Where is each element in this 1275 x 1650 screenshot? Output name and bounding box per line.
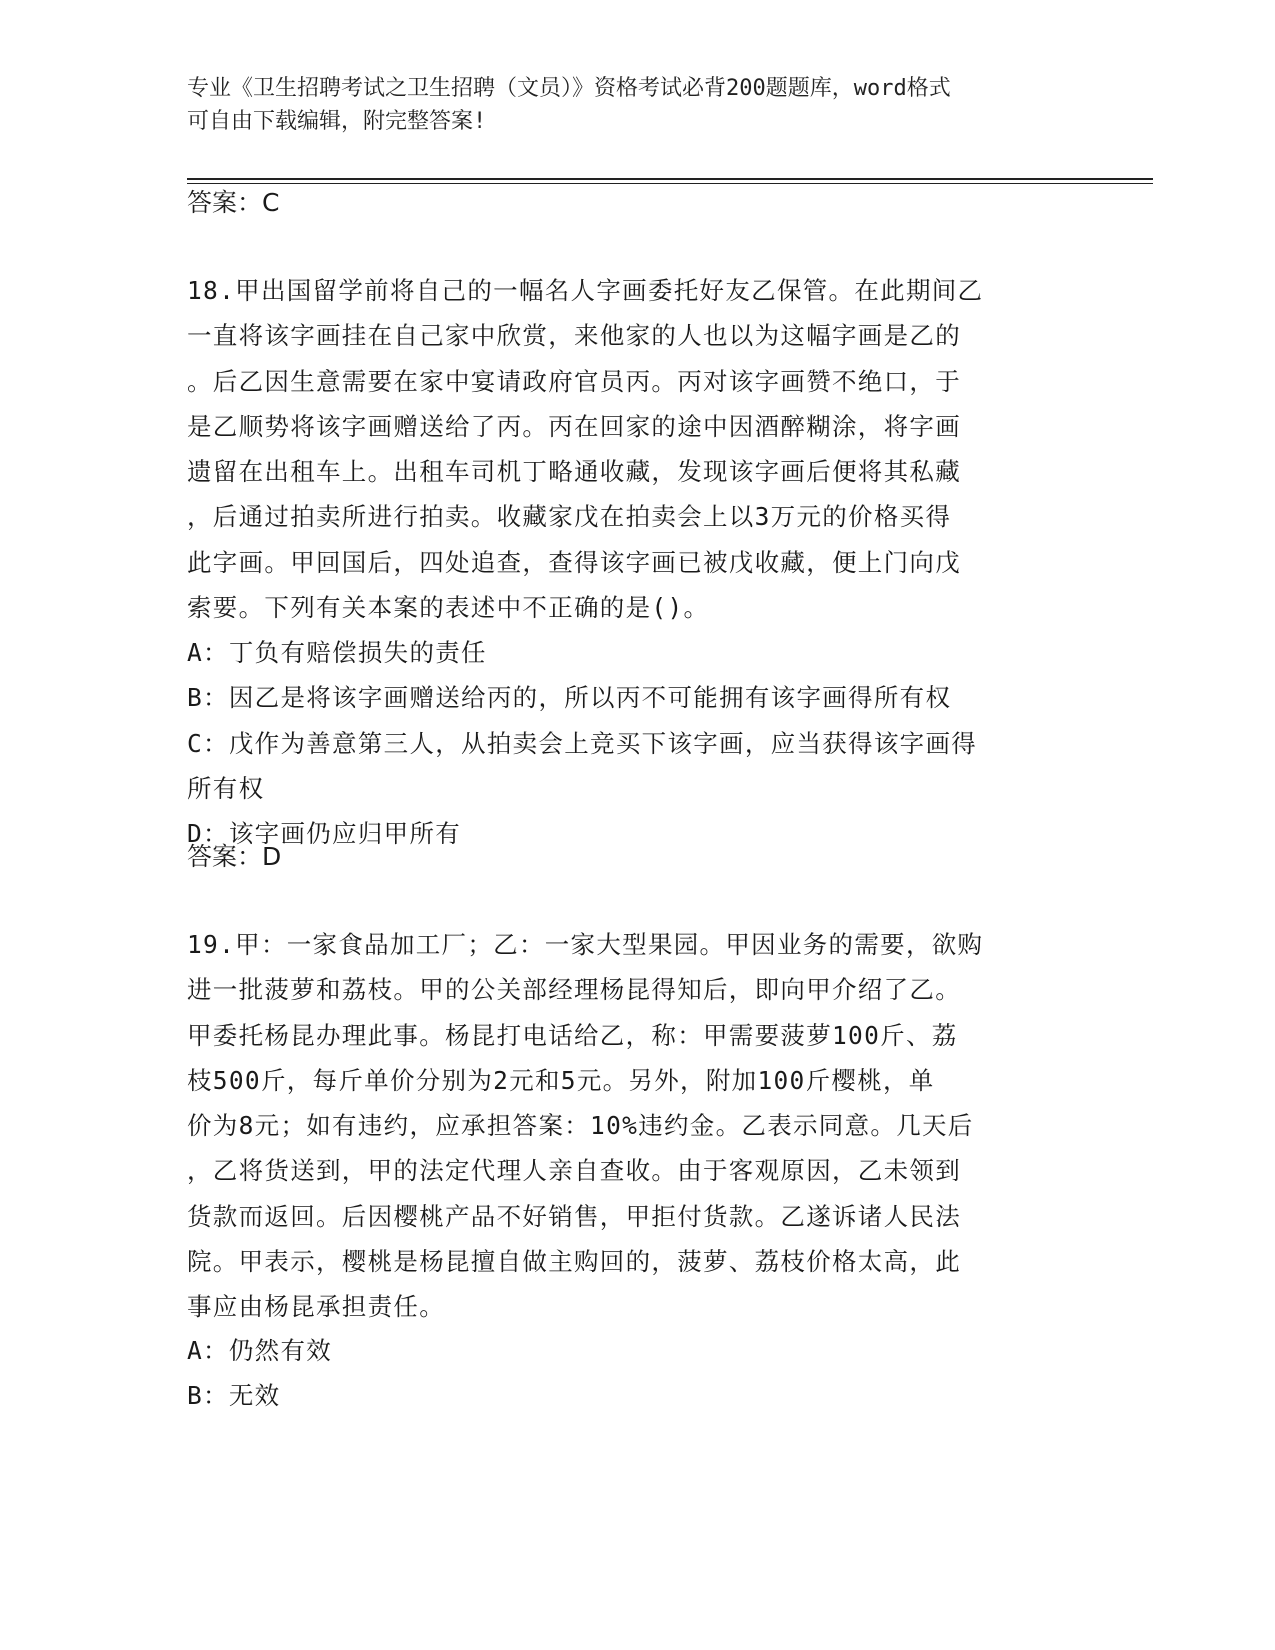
option-d: D：该字画仍应归甲所有 [187,819,462,849]
option-c: C：戊作为善意第三人，从拍卖会上竞买下该字画，应当获得该字画得 [187,728,978,758]
question-19-line: 事应由杨昆承担责任。 [187,1292,445,1322]
question-18-answer: 答案：D [187,842,282,871]
option-c-continued: 所有权 [187,773,265,803]
question-18-line: 遗留在出租车上。出租车司机丁略通收藏，发现该字画后便将其私藏 [187,457,961,487]
question-18-line: 此字画。甲回国后，四处追查，查得该字画已被戊收藏，便上门向戊 [187,547,961,577]
question-18-line: 一直将该字画挂在自己家中欣赏，来他家的人也以为这幅字画是乙的 [187,321,961,351]
question-19-options [187,1328,1067,1419]
question-19-line: ，乙将货送到，甲的法定代理人亲自查收。由于客观原因，乙未领到 [187,1156,961,1186]
question-18-line: ，后通过拍卖所进行拍卖。收藏家戊在拍卖会上以3万元的价格买得 [187,502,952,532]
question-19-line: 货款而返回。后因樱桃产品不好销售，甲拒付货款。乙遂诉诸人民法 [187,1201,961,1231]
option-b: B：因乙是将该字画赠送给丙的，所以丙不可能拥有该字画得所有权 [187,683,952,713]
header-line-1: 专业《卫生招聘考试之卫生招聘（文员）》资格考试必背200题题库，word格式 [187,76,951,101]
question-19-line: 甲委托杨昆办理此事。杨昆打电话给乙，称：甲需要菠萝100斤、荔 [187,1020,958,1050]
question-18-options [187,630,1067,856]
option-b: B：无效 [187,1381,281,1411]
question-19-line: 院。甲表示，樱桃是杨昆擅自做主购回的，菠萝、荔枝价格太高，此 [187,1247,961,1277]
header-line-2: 可自由下载编辑，附完整答案! [187,109,487,134]
question-19-line: 19.甲：一家食品加工厂；乙：一家大型果园。甲因业务的需要，欲购 [187,930,984,959]
question-18 [187,268,1067,630]
header-divider-thin [187,183,1153,184]
question-19-line: 价为8元；如有违约，应承担答案：10%违约金。乙表示同意。几天后 [187,1111,974,1141]
option-a: A：丁负有赔偿损失的责任 [187,638,487,667]
question-19-line: 枝500斤，每斤单价分别为2元和5元。另外，附加100斤樱桃，单 [187,1065,935,1095]
question-18-line: 。后乙因生意需要在家中宴请政府官员丙。丙对该字画赞不绝口，于 [187,366,961,396]
question-18-line: 18.甲出国留学前将自己的一幅名人字画委托好友乙保管。在此期间乙 [187,276,984,305]
question-18-line: 索要。下列有关本案的表述中不正确的是()。 [187,593,710,623]
question-18-line: 是乙顺势将该字画赠送给了丙。丙在回家的途中因酒醉糊涂，将字画 [187,411,961,441]
header-divider-thick [187,178,1153,180]
document-header [187,72,1067,138]
option-a: A：仍然有效 [187,1336,333,1365]
question-19-line: 进一批菠萝和荔枝。甲的公关部经理杨昆得知后，即向甲介绍了乙。 [187,975,961,1005]
previous-answer: 答案：C [187,188,280,217]
question-19 [187,922,1067,1330]
